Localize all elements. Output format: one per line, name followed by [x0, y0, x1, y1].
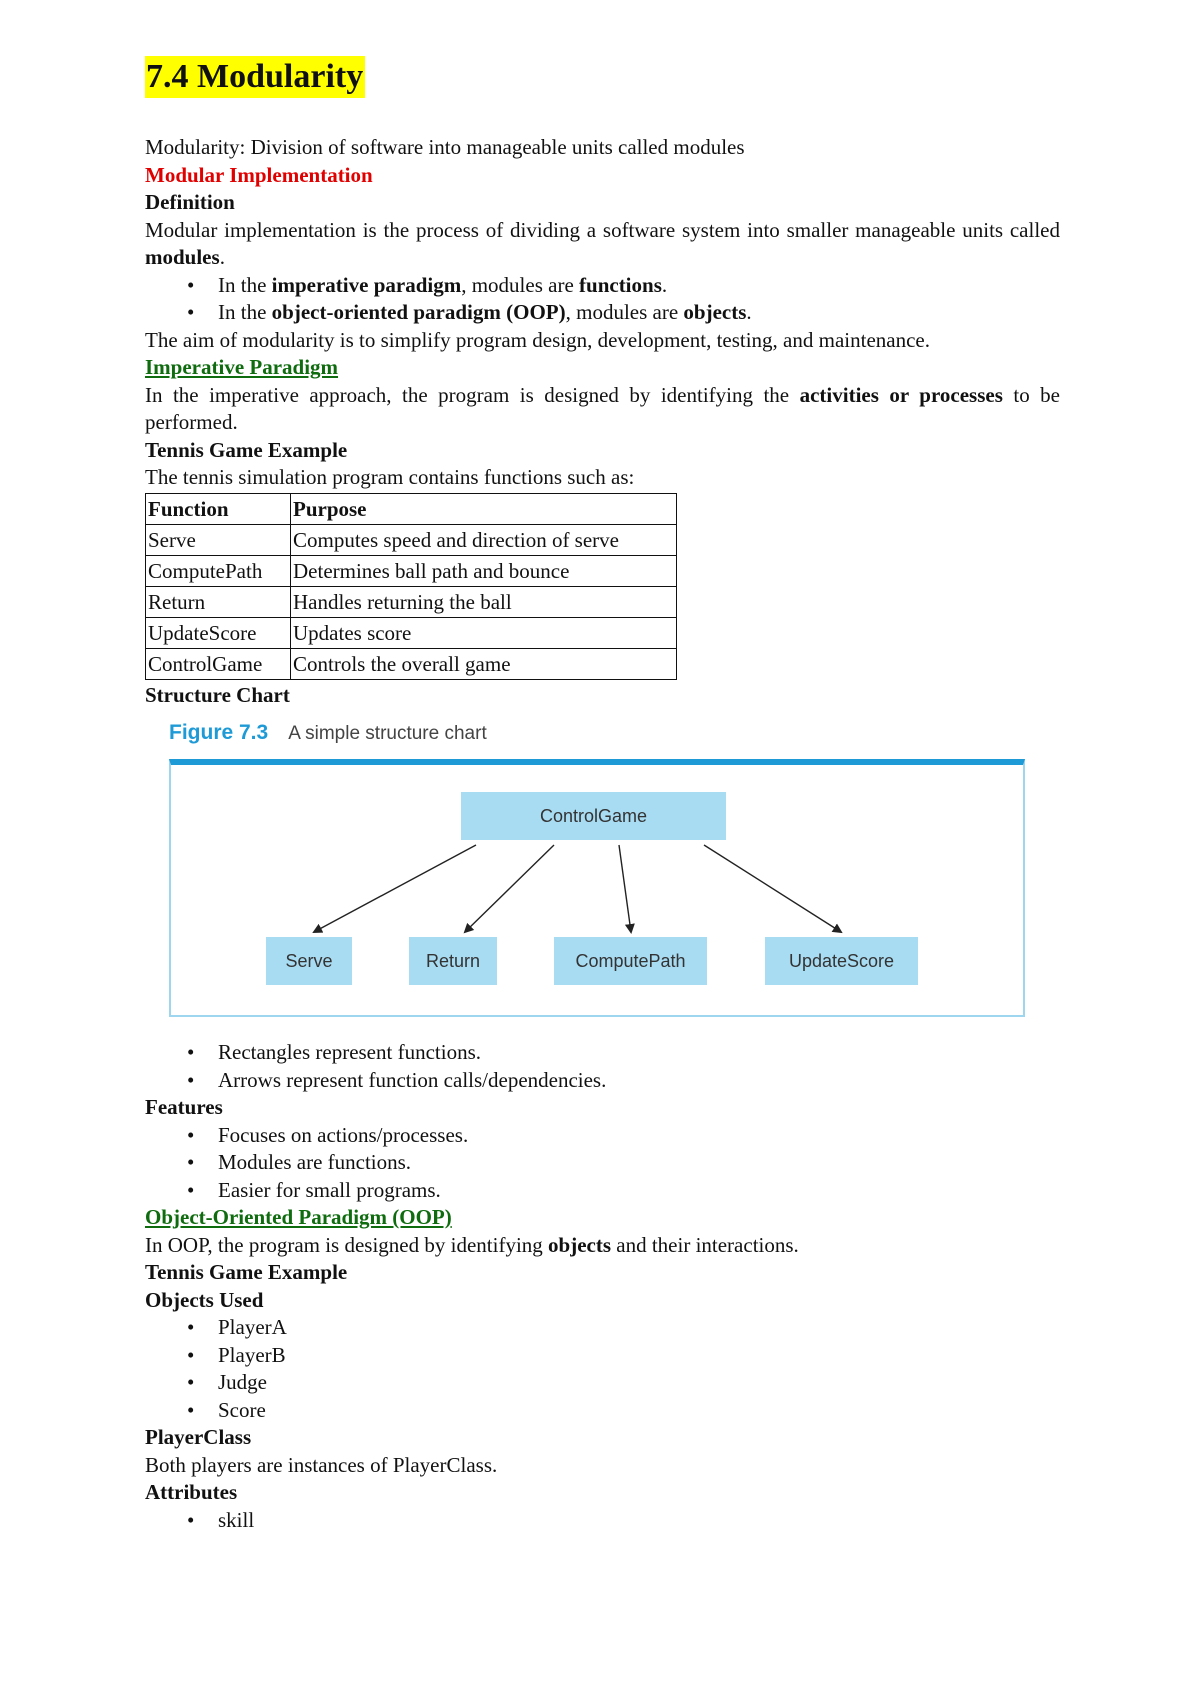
- table-cell: Serve: [146, 524, 291, 555]
- oop-example-label: Tennis Game Example: [145, 1260, 348, 1284]
- list-item: • In the imperative paradigm, modules are functions.: [145, 272, 1060, 300]
- table-row: [146, 555, 677, 586]
- list-item: • skill: [145, 1507, 1060, 1535]
- table-cell: Updates score: [291, 617, 677, 648]
- node-serve: Serve: [266, 937, 352, 985]
- list-item: • Modules are functions.: [145, 1149, 1060, 1177]
- list-item: • Judge: [145, 1369, 1060, 1397]
- table-cell: Computes speed and direction of serve: [291, 524, 677, 555]
- intro-text: Modularity: Division of software into manageable units called modules: [145, 135, 745, 159]
- paradigm-list: [145, 272, 1060, 327]
- table-row: [146, 617, 677, 648]
- table-header-cell: Purpose: [291, 493, 677, 524]
- definition-label: Definition: [145, 190, 235, 214]
- attributes-list: [145, 1507, 1060, 1535]
- structure-chart-label: Structure Chart: [145, 682, 290, 707]
- attributes-label: Attributes: [145, 1480, 238, 1504]
- table-row: [146, 524, 677, 555]
- imperative-paradigm-heading: Imperative Paradigm: [145, 355, 339, 379]
- modular-implementation-heading: Modular Implementation: [145, 162, 373, 187]
- figure-number: Figure 7.3: [169, 721, 269, 744]
- list-item: • Rectangles represent functions.: [145, 1039, 1060, 1067]
- tennis-example-label: Tennis Game Example: [145, 437, 348, 462]
- section-heading: 7.4 Modularity: [145, 56, 365, 98]
- table-cell: UpdateScore: [146, 617, 291, 648]
- table-cell: Determines ball path and bounce: [291, 555, 677, 586]
- oop-text: In OOP, the program is designed by identifying objects and their interactions.: [145, 1232, 799, 1257]
- definition-bold: modules: [145, 245, 220, 269]
- function-table: [145, 493, 677, 680]
- arrow-to-return: [465, 845, 554, 932]
- node-updatescore: UpdateScore: [765, 937, 918, 985]
- table-cell: ComputePath: [146, 555, 291, 586]
- features-label: Features: [145, 1095, 223, 1119]
- features-list: [145, 1122, 1060, 1205]
- list-item: • In the object-oriented paradigm (OOP), modules are objects.: [145, 299, 1060, 327]
- aim-text: The aim of modularity is to simplify program design, development, testing, and maintenance.: [145, 327, 930, 352]
- definition-body: Modular implementation is the process of dividing a software system into smaller manageable units called: [145, 217, 1060, 242]
- arrow-to-computepath: [619, 845, 631, 932]
- objects-list: [145, 1314, 1060, 1424]
- figure-frame: [169, 759, 1025, 1017]
- list-item: • PlayerA: [145, 1314, 1060, 1342]
- table-header-cell: Function: [146, 493, 291, 524]
- document-content: [145, 56, 1060, 1534]
- list-item: • Arrows represent function calls/dependencies.: [145, 1067, 1060, 1095]
- list-item: • PlayerB: [145, 1342, 1060, 1370]
- table-cell: Handles returning the ball: [291, 586, 677, 617]
- list-item: • Focuses on actions/processes.: [145, 1122, 1060, 1150]
- structure-chart-figure: [169, 717, 1025, 1017]
- node-return: Return: [409, 937, 497, 985]
- node-computepath: ComputePath: [554, 937, 707, 985]
- table-row: [146, 586, 677, 617]
- playerclass-text: Both players are instances of PlayerClass.: [145, 1452, 498, 1477]
- node-controlgame: ControlGame: [461, 792, 726, 840]
- table-row: [146, 648, 677, 679]
- oop-heading: Object-Oriented Paradigm (OOP): [145, 1205, 452, 1229]
- chart-notes-list: [145, 1039, 1060, 1094]
- playerclass-label: PlayerClass: [145, 1425, 252, 1449]
- table-cell: Controls the overall game: [291, 648, 677, 679]
- objects-used-label: Objects Used: [145, 1287, 264, 1312]
- list-item: • Score: [145, 1397, 1060, 1425]
- figure-caption-text: A simple structure chart: [288, 723, 487, 744]
- table-header-row: [146, 493, 677, 524]
- imperative-text: In the imperative approach, the program is designed by identifying the activities or processes to be performed.: [145, 382, 1060, 434]
- tennis-example-intro: The tennis simulation program contains functions such as:: [145, 465, 635, 489]
- list-item: • Easier for small programs.: [145, 1177, 1060, 1205]
- arrow-to-updatescore: [704, 845, 841, 932]
- table-cell: ControlGame: [146, 648, 291, 679]
- arrow-to-serve: [314, 845, 476, 932]
- figure-caption: [169, 717, 1025, 749]
- table-cell: Return: [146, 586, 291, 617]
- definition-text: Modular implementation is the process of dividing a software system into smaller manageable units called modules.: [145, 217, 1060, 269]
